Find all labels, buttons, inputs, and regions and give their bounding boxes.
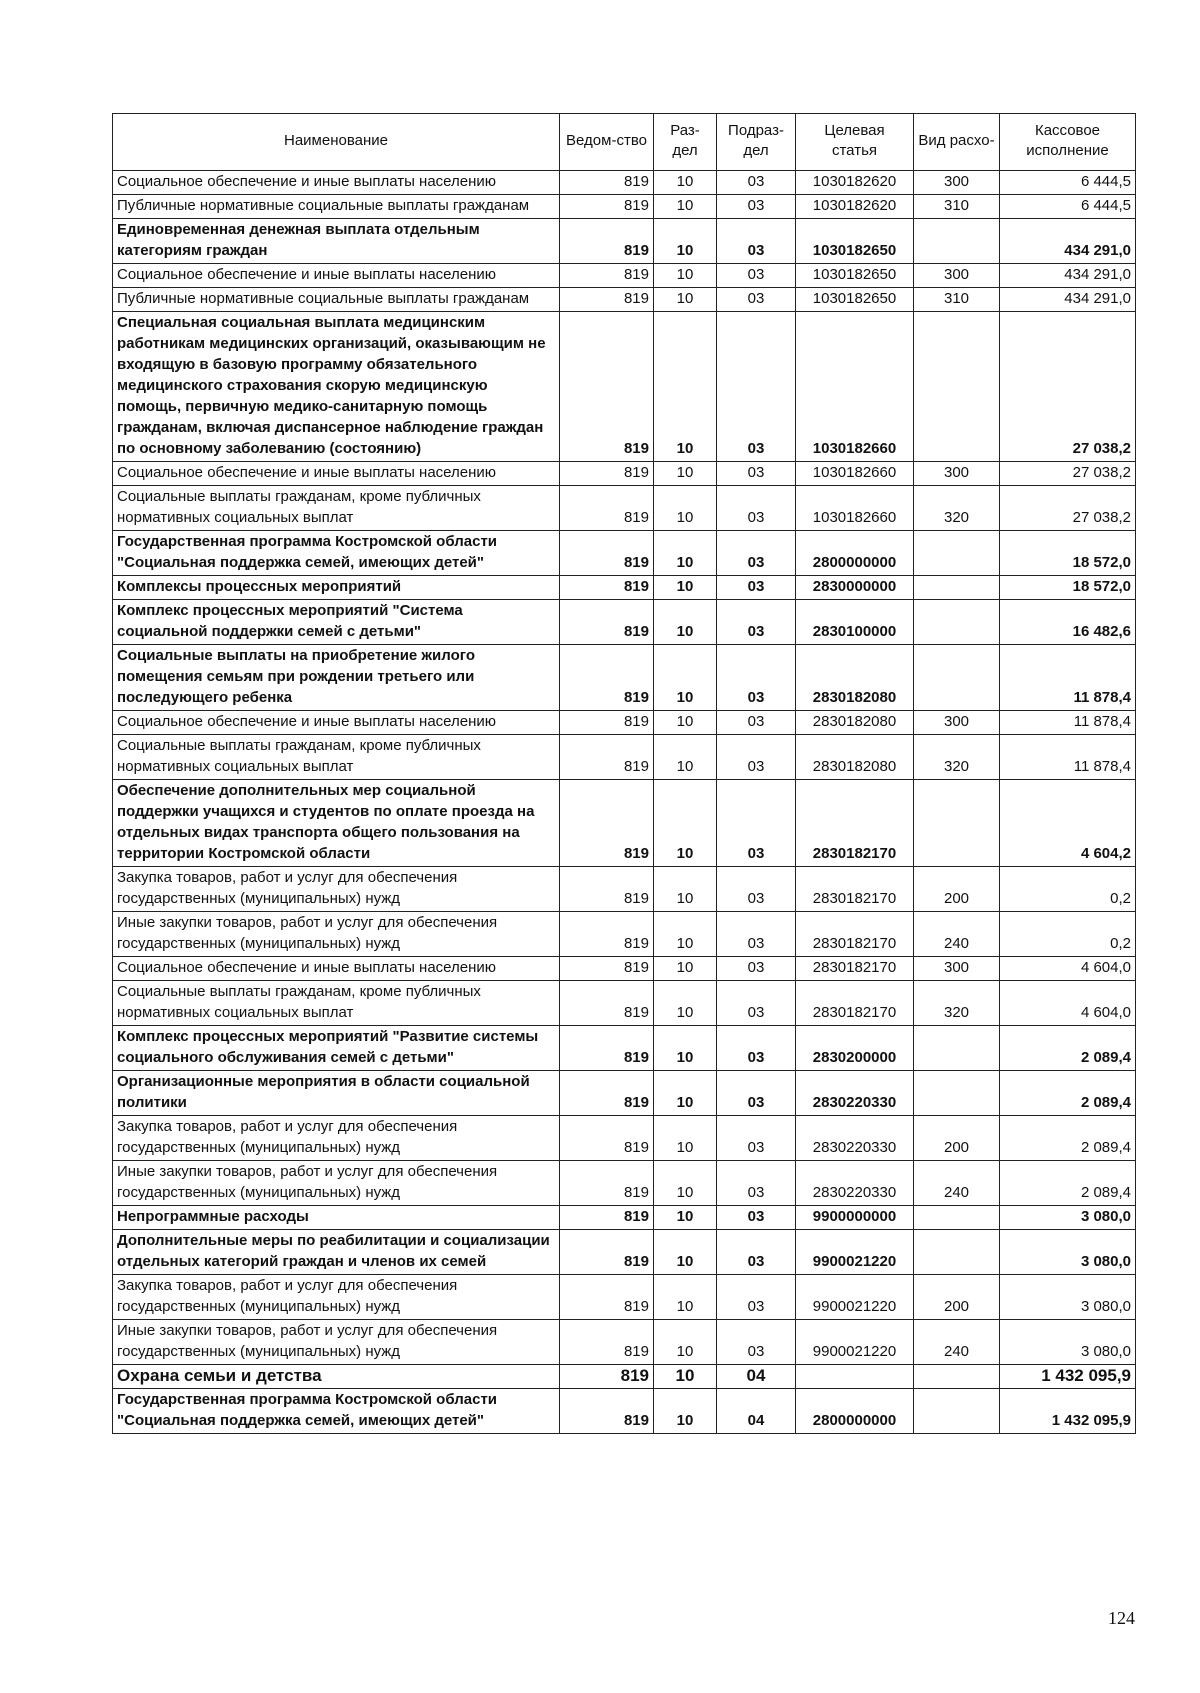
table-row <box>113 735 1136 780</box>
table-row <box>113 1389 1136 1434</box>
cell-article: 9900000000 <box>796 1206 914 1230</box>
table-row <box>113 1206 1136 1230</box>
cell-article <box>796 1365 914 1389</box>
cell-amount: 2 089,4 <box>1000 1071 1136 1116</box>
header-amount: Кассовое исполнение <box>1000 114 1136 171</box>
cell-type: 300 <box>914 711 1000 735</box>
cell-dept: 819 <box>560 912 654 957</box>
cell-amount: 11 878,4 <box>1000 645 1136 711</box>
table-row <box>113 600 1136 645</box>
cell-name: Закупка товаров, работ и услуг для обеспечения государственных (муниципальных) нужд <box>113 1116 560 1161</box>
header-section: Раз-дел <box>654 114 717 171</box>
cell-type: 310 <box>914 288 1000 312</box>
cell-dept: 819 <box>560 957 654 981</box>
cell-amount: 434 291,0 <box>1000 264 1136 288</box>
cell-dept: 819 <box>560 288 654 312</box>
cell-article: 2830220330 <box>796 1071 914 1116</box>
cell-article: 1030182620 <box>796 195 914 219</box>
cell-type: 300 <box>914 462 1000 486</box>
cell-subsection: 03 <box>717 219 796 264</box>
cell-name: Социальные выплаты гражданам, кроме публичных нормативных социальных выплат <box>113 981 560 1026</box>
cell-section: 10 <box>654 288 717 312</box>
cell-subsection: 03 <box>717 288 796 312</box>
cell-section: 10 <box>654 711 717 735</box>
cell-section: 10 <box>654 912 717 957</box>
cell-type: 240 <box>914 912 1000 957</box>
cell-dept: 819 <box>560 1389 654 1434</box>
cell-article: 2800000000 <box>796 531 914 576</box>
cell-subsection: 03 <box>717 1071 796 1116</box>
cell-article: 1030182650 <box>796 288 914 312</box>
cell-dept: 819 <box>560 1275 654 1320</box>
cell-section: 10 <box>654 1071 717 1116</box>
cell-article: 1030182620 <box>796 171 914 195</box>
cell-type <box>914 531 1000 576</box>
cell-amount: 434 291,0 <box>1000 288 1136 312</box>
header-subsection: Подраз-дел <box>717 114 796 171</box>
cell-dept: 819 <box>560 531 654 576</box>
cell-subsection: 03 <box>717 486 796 531</box>
table-row <box>113 576 1136 600</box>
cell-amount: 0,2 <box>1000 867 1136 912</box>
cell-article: 2830000000 <box>796 576 914 600</box>
cell-section: 10 <box>654 1365 717 1389</box>
cell-article: 1030182650 <box>796 264 914 288</box>
table-row <box>113 1275 1136 1320</box>
table-row <box>113 1230 1136 1275</box>
cell-dept: 819 <box>560 1071 654 1116</box>
cell-subsection: 03 <box>717 195 796 219</box>
cell-section: 10 <box>654 1026 717 1071</box>
table-row <box>113 264 1136 288</box>
cell-name: Охрана семьи и детства <box>113 1365 560 1389</box>
table-row <box>113 711 1136 735</box>
table-row <box>113 867 1136 912</box>
cell-article: 2830182170 <box>796 780 914 867</box>
cell-article: 9900021220 <box>796 1230 914 1275</box>
cell-section: 10 <box>654 1320 717 1365</box>
cell-dept: 819 <box>560 312 654 462</box>
cell-article: 2830182170 <box>796 912 914 957</box>
table-row <box>113 462 1136 486</box>
cell-amount: 2 089,4 <box>1000 1161 1136 1206</box>
cell-section: 10 <box>654 735 717 780</box>
cell-type <box>914 1389 1000 1434</box>
cell-name: Иные закупки товаров, работ и услуг для обеспечения государственных (муниципальных) нужд <box>113 1161 560 1206</box>
table-row <box>113 312 1136 462</box>
cell-type: 200 <box>914 1116 1000 1161</box>
cell-subsection: 03 <box>717 264 796 288</box>
table-row <box>113 780 1136 867</box>
cell-dept: 819 <box>560 576 654 600</box>
cell-dept: 819 <box>560 645 654 711</box>
cell-article: 2830182170 <box>796 957 914 981</box>
budget-table <box>112 113 1136 1434</box>
cell-amount: 3 080,0 <box>1000 1320 1136 1365</box>
cell-type <box>914 219 1000 264</box>
cell-amount: 6 444,5 <box>1000 195 1136 219</box>
cell-dept: 819 <box>560 264 654 288</box>
cell-name: Социальные выплаты гражданам, кроме публичных нормативных социальных выплат <box>113 735 560 780</box>
cell-type <box>914 645 1000 711</box>
cell-type <box>914 312 1000 462</box>
table-row <box>113 171 1136 195</box>
cell-section: 10 <box>654 1206 717 1230</box>
cell-type: 310 <box>914 195 1000 219</box>
cell-amount: 18 572,0 <box>1000 576 1136 600</box>
table-row <box>113 1161 1136 1206</box>
cell-amount: 434 291,0 <box>1000 219 1136 264</box>
cell-subsection: 03 <box>717 981 796 1026</box>
cell-amount: 0,2 <box>1000 912 1136 957</box>
cell-dept: 819 <box>560 1365 654 1389</box>
cell-dept: 819 <box>560 711 654 735</box>
cell-subsection: 04 <box>717 1365 796 1389</box>
cell-type <box>914 1071 1000 1116</box>
cell-name: Специальная социальная выплата медицинским работникам медицинских организаций, оказывающим не входящую в базовую программу обязательного медицинского страхования скорую медицинскую помощь, первичную медико-санитарную помощь гражданам, включая диспансерное наблюдение граждан по основному заболеванию (состоянию) <box>113 312 560 462</box>
cell-section: 10 <box>654 981 717 1026</box>
cell-name: Иные закупки товаров, работ и услуг для обеспечения государственных (муниципальных) нужд <box>113 912 560 957</box>
cell-type: 200 <box>914 867 1000 912</box>
cell-article: 2830182080 <box>796 711 914 735</box>
cell-dept: 819 <box>560 735 654 780</box>
cell-article: 2830182170 <box>796 981 914 1026</box>
table-row <box>113 1071 1136 1116</box>
cell-type: 300 <box>914 264 1000 288</box>
cell-subsection: 03 <box>717 1161 796 1206</box>
cell-section: 10 <box>654 576 717 600</box>
table-row <box>113 645 1136 711</box>
cell-type <box>914 780 1000 867</box>
page-number: 124 <box>1108 1608 1135 1628</box>
cell-section: 10 <box>654 780 717 867</box>
cell-amount: 1 432 095,9 <box>1000 1365 1136 1389</box>
cell-subsection: 03 <box>717 1275 796 1320</box>
cell-dept: 819 <box>560 1320 654 1365</box>
cell-name: Государственная программа Костромской области "Социальная поддержка семей, имеющих детей" <box>113 1389 560 1434</box>
cell-amount: 16 482,6 <box>1000 600 1136 645</box>
cell-article: 9900021220 <box>796 1320 914 1365</box>
cell-name: Публичные нормативные социальные выплаты гражданам <box>113 195 560 219</box>
cell-name: Социальное обеспечение и иные выплаты населению <box>113 462 560 486</box>
cell-type: 300 <box>914 171 1000 195</box>
cell-section: 10 <box>654 867 717 912</box>
cell-amount: 6 444,5 <box>1000 171 1136 195</box>
cell-section: 10 <box>654 1161 717 1206</box>
cell-amount: 2 089,4 <box>1000 1026 1136 1071</box>
cell-name: Социальное обеспечение и иные выплаты населению <box>113 264 560 288</box>
table-header <box>113 114 1136 171</box>
cell-dept: 819 <box>560 1161 654 1206</box>
cell-amount: 4 604,0 <box>1000 957 1136 981</box>
header-dept: Ведом-ство <box>560 114 654 171</box>
header-article: Целевая статья <box>796 114 914 171</box>
cell-type: 200 <box>914 1275 1000 1320</box>
cell-section: 10 <box>654 171 717 195</box>
cell-article: 1030182660 <box>796 462 914 486</box>
cell-subsection: 03 <box>717 600 796 645</box>
cell-amount: 3 080,0 <box>1000 1206 1136 1230</box>
cell-subsection: 03 <box>717 171 796 195</box>
cell-dept: 819 <box>560 1026 654 1071</box>
cell-dept: 819 <box>560 171 654 195</box>
cell-amount: 3 080,0 <box>1000 1230 1136 1275</box>
cell-subsection: 03 <box>717 645 796 711</box>
cell-name: Социальное обеспечение и иные выплаты населению <box>113 171 560 195</box>
cell-section: 10 <box>654 1389 717 1434</box>
cell-name: Комплекс процессных мероприятий "Развитие системы социального обслуживания семей с детьми" <box>113 1026 560 1071</box>
cell-subsection: 03 <box>717 312 796 462</box>
cell-subsection: 03 <box>717 1230 796 1275</box>
cell-article: 2830200000 <box>796 1026 914 1071</box>
cell-name: Закупка товаров, работ и услуг для обеспечения государственных (муниципальных) нужд <box>113 867 560 912</box>
cell-name: Социальное обеспечение и иные выплаты населению <box>113 957 560 981</box>
cell-section: 10 <box>654 600 717 645</box>
cell-article: 2830182080 <box>796 645 914 711</box>
cell-amount: 4 604,0 <box>1000 981 1136 1026</box>
table-row <box>113 219 1136 264</box>
cell-section: 10 <box>654 531 717 576</box>
cell-amount: 18 572,0 <box>1000 531 1136 576</box>
cell-name: Дополнительные меры по реабилитации и социализации отдельных категорий граждан и членов их семей <box>113 1230 560 1275</box>
cell-dept: 819 <box>560 600 654 645</box>
cell-section: 10 <box>654 1275 717 1320</box>
table-row <box>113 1365 1136 1389</box>
cell-type: 320 <box>914 486 1000 531</box>
cell-amount: 11 878,4 <box>1000 711 1136 735</box>
cell-name: Социальные выплаты на приобретение жилого помещения семьям при рождении третьего или последующего ребенка <box>113 645 560 711</box>
cell-section: 10 <box>654 1116 717 1161</box>
cell-dept: 819 <box>560 219 654 264</box>
cell-type: 320 <box>914 735 1000 780</box>
cell-amount: 27 038,2 <box>1000 462 1136 486</box>
cell-amount: 27 038,2 <box>1000 486 1136 531</box>
cell-subsection: 03 <box>717 867 796 912</box>
table-body <box>113 171 1136 1434</box>
table-row <box>113 531 1136 576</box>
cell-section: 10 <box>654 264 717 288</box>
cell-article: 1030182660 <box>796 486 914 531</box>
cell-type: 240 <box>914 1161 1000 1206</box>
header-type: Вид расхо- <box>914 114 1000 171</box>
table-row <box>113 288 1136 312</box>
cell-type <box>914 1230 1000 1275</box>
cell-amount: 27 038,2 <box>1000 312 1136 462</box>
cell-type <box>914 600 1000 645</box>
cell-dept: 819 <box>560 981 654 1026</box>
cell-article: 9900021220 <box>796 1275 914 1320</box>
cell-type: 320 <box>914 981 1000 1026</box>
cell-article: 1030182650 <box>796 219 914 264</box>
table-row <box>113 957 1136 981</box>
table-row <box>113 1116 1136 1161</box>
cell-article: 1030182660 <box>796 312 914 462</box>
table-row <box>113 912 1136 957</box>
cell-subsection: 03 <box>717 1026 796 1071</box>
cell-section: 10 <box>654 312 717 462</box>
cell-dept: 819 <box>560 1116 654 1161</box>
cell-amount: 11 878,4 <box>1000 735 1136 780</box>
cell-name: Обеспечение дополнительных мер социальной поддержки учащихся и студентов по оплате проезда на отдельных видах транспорта общего пользования на территории Костромской области <box>113 780 560 867</box>
cell-name: Иные закупки товаров, работ и услуг для обеспечения государственных (муниципальных) нужд <box>113 1320 560 1365</box>
cell-subsection: 03 <box>717 576 796 600</box>
cell-section: 10 <box>654 1230 717 1275</box>
cell-name: Социальные выплаты гражданам, кроме публичных нормативных социальных выплат <box>113 486 560 531</box>
cell-name: Организационные мероприятия в области социальной политики <box>113 1071 560 1116</box>
cell-type: 300 <box>914 957 1000 981</box>
cell-name: Государственная программа Костромской области "Социальная поддержка семей, имеющих детей" <box>113 531 560 576</box>
table-row <box>113 1320 1136 1365</box>
cell-amount: 1 432 095,9 <box>1000 1389 1136 1434</box>
cell-section: 10 <box>654 195 717 219</box>
cell-amount: 2 089,4 <box>1000 1116 1136 1161</box>
cell-name: Публичные нормативные социальные выплаты гражданам <box>113 288 560 312</box>
cell-type <box>914 1206 1000 1230</box>
cell-dept: 819 <box>560 780 654 867</box>
cell-section: 10 <box>654 219 717 264</box>
cell-type <box>914 1026 1000 1071</box>
cell-subsection: 03 <box>717 462 796 486</box>
cell-type <box>914 1365 1000 1389</box>
cell-name: Комплексы процессных мероприятий <box>113 576 560 600</box>
cell-subsection: 03 <box>717 531 796 576</box>
cell-dept: 819 <box>560 1230 654 1275</box>
cell-section: 10 <box>654 957 717 981</box>
table-row <box>113 1026 1136 1071</box>
cell-subsection: 03 <box>717 912 796 957</box>
cell-section: 10 <box>654 486 717 531</box>
cell-type: 240 <box>914 1320 1000 1365</box>
cell-subsection: 03 <box>717 957 796 981</box>
cell-amount: 3 080,0 <box>1000 1275 1136 1320</box>
cell-amount: 4 604,2 <box>1000 780 1136 867</box>
cell-subsection: 03 <box>717 711 796 735</box>
cell-article: 2830100000 <box>796 600 914 645</box>
cell-dept: 819 <box>560 867 654 912</box>
cell-name: Социальное обеспечение и иные выплаты населению <box>113 711 560 735</box>
table-row <box>113 195 1136 219</box>
cell-subsection: 03 <box>717 1206 796 1230</box>
cell-subsection: 03 <box>717 1116 796 1161</box>
cell-name: Единовременная денежная выплата отдельным категориям граждан <box>113 219 560 264</box>
cell-subsection: 03 <box>717 780 796 867</box>
cell-section: 10 <box>654 462 717 486</box>
cell-section: 10 <box>654 645 717 711</box>
cell-subsection: 03 <box>717 1320 796 1365</box>
cell-subsection: 03 <box>717 735 796 780</box>
cell-article: 2830220330 <box>796 1161 914 1206</box>
cell-dept: 819 <box>560 1206 654 1230</box>
cell-subsection: 04 <box>717 1389 796 1434</box>
cell-dept: 819 <box>560 195 654 219</box>
cell-article: 2800000000 <box>796 1389 914 1434</box>
cell-type <box>914 576 1000 600</box>
header-row <box>113 114 1136 171</box>
cell-article: 2830182170 <box>796 867 914 912</box>
header-name: Наименование <box>113 114 560 171</box>
cell-dept: 819 <box>560 486 654 531</box>
table-row <box>113 981 1136 1026</box>
cell-name: Непрограммные расходы <box>113 1206 560 1230</box>
cell-article: 2830220330 <box>796 1116 914 1161</box>
cell-name: Комплекс процессных мероприятий "Система социальной поддержки семей с детьми" <box>113 600 560 645</box>
cell-article: 2830182080 <box>796 735 914 780</box>
table-row <box>113 486 1136 531</box>
cell-name: Закупка товаров, работ и услуг для обеспечения государственных (муниципальных) нужд <box>113 1275 560 1320</box>
cell-dept: 819 <box>560 462 654 486</box>
